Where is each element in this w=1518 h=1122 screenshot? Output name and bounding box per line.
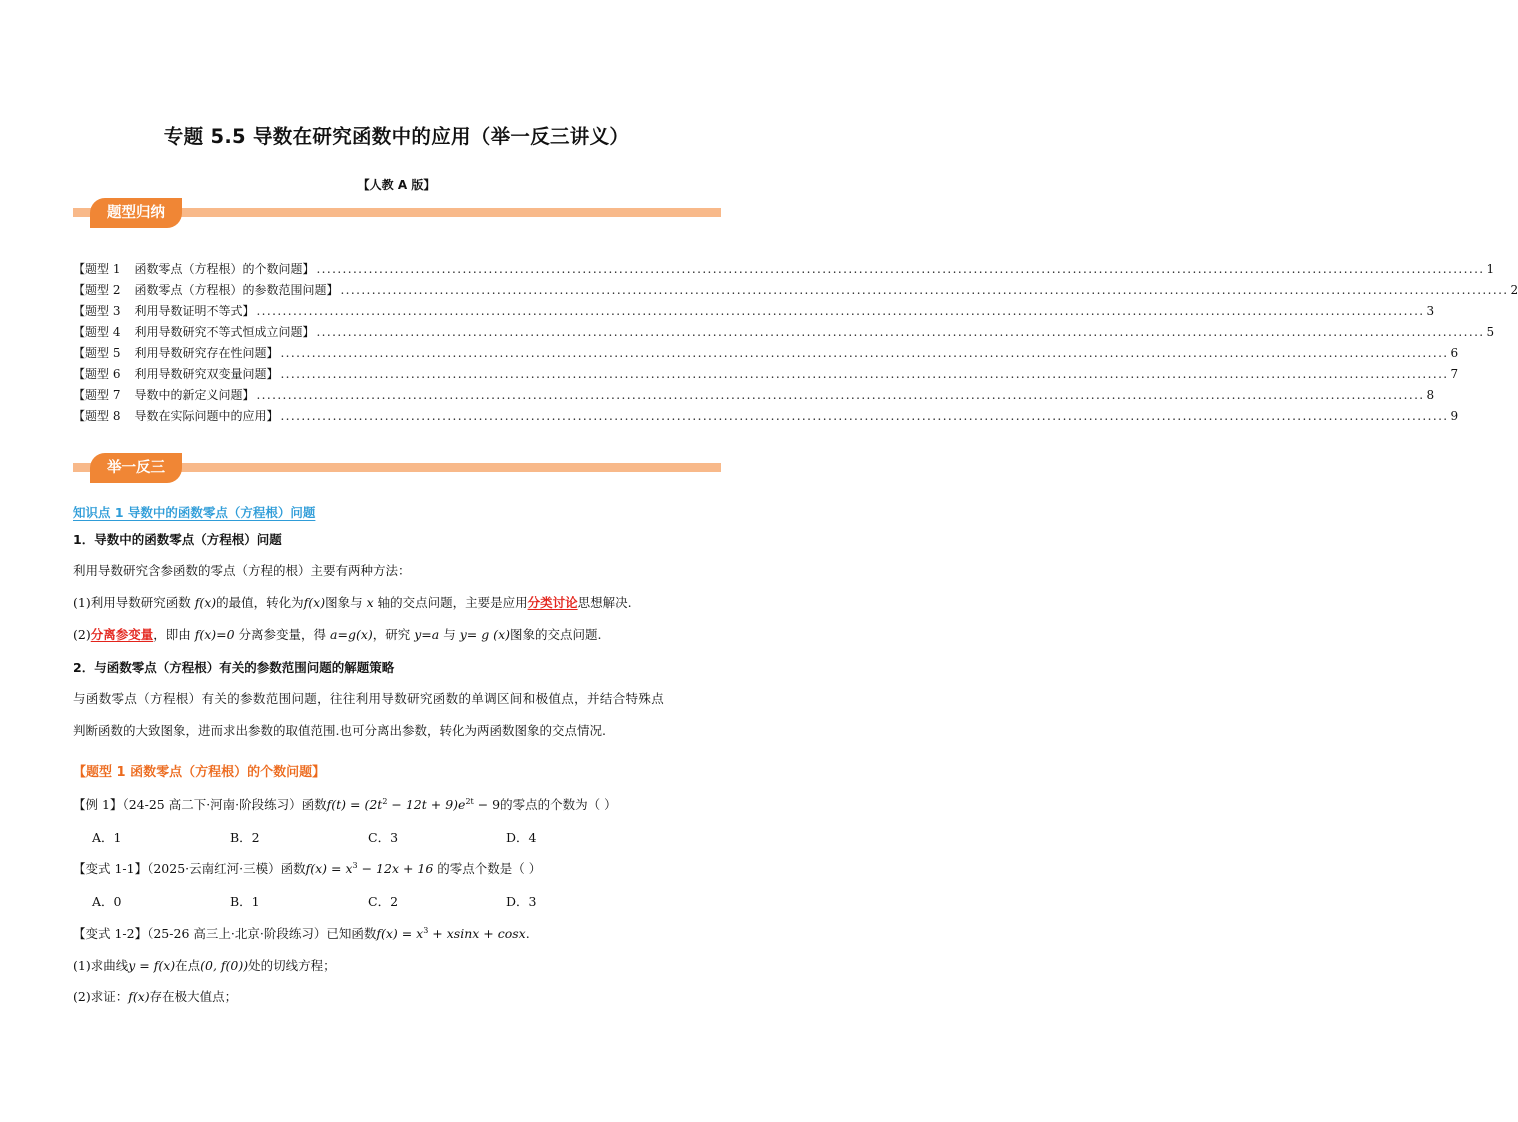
highlight-term: 分类讨论 — [527, 595, 578, 610]
toc-item[interactable] — [73, 301, 1435, 322]
example-1: 【例 1】（24-25 高二下·河南·阶段练习）函数$f(t) = (2t^2 - 12t + 9)e^{2t} - 9$的零点的个数为（ ） — [73, 796, 617, 812]
highlight-term: 分离参变量 — [90, 627, 154, 642]
answer-options — [92, 892, 692, 910]
sub-question-1: (1)求曲线y = f(x)在点(0, f(0))处的切线方程； — [73, 958, 336, 973]
toc-item[interactable] — [73, 322, 1495, 343]
toc-item-number: 【题型 2 — [73, 283, 121, 297]
option-a[interactable]: A．1 — [92, 830, 122, 845]
toc-item[interactable] — [73, 343, 1459, 364]
toc-page-number: 2 — [1510, 283, 1518, 297]
paragraph: 判断函数的大致图象，进而求出参数的取值范围.也可分离出参数，转化为两函数图象的交点情况. — [73, 723, 606, 738]
toc-page-number: 6 — [1450, 346, 1459, 360]
toc-page-number: 8 — [1426, 388, 1435, 402]
toc-page-number: 5 — [1486, 325, 1495, 339]
toc-item-label: 利用导数研究存在性问题】 — [134, 346, 279, 360]
toc-item-number: 【题型 3 — [73, 304, 121, 318]
knowledge-subheading: 2．与函数零点（方程根）有关的参数范围问题的解题策略 — [73, 660, 395, 675]
toc-leader: ................................................................................................................................................................................................................................ — [256, 304, 1425, 318]
toc-item-number: 【题型 4 — [73, 325, 121, 339]
variant-1-1: 【变式 1-1】（2025·云南红河·三模）函数$f(x) = x^3 - 12x + 16$ 的零点个数是（ ） — [73, 860, 542, 876]
toc-item-label: 函数零点（方程根）的参数范围问题】 — [134, 283, 339, 297]
toc-page-number: 9 — [1450, 409, 1459, 423]
toc-item-number: 【题型 5 — [73, 346, 121, 360]
toc-item[interactable] — [73, 406, 1459, 427]
toc-page-number: 1 — [1486, 262, 1495, 276]
toc-item-number: 【题型 7 — [73, 388, 121, 402]
option-d[interactable]: D．4 — [506, 830, 537, 845]
toc-item-label: 利用导数证明不等式】 — [134, 304, 255, 318]
toc-item-label: 导数在实际问题中的应用】 — [134, 409, 279, 423]
toc-item[interactable] — [73, 280, 1518, 301]
toc-leader: ................................................................................................................................................................................................................................ — [340, 283, 1509, 297]
knowledge-point-heading[interactable]: 知识点 1 导数中的函数零点（方程根）问题 — [73, 505, 316, 520]
toc-leader: ................................................................................................................................................................................................................................ — [280, 346, 1449, 360]
toc-item[interactable] — [73, 259, 1495, 280]
option-a[interactable]: A．0 — [92, 894, 122, 909]
paragraph-method-2: (2)分离参变量，即由 f(x)=0 分离参变量，得 a=g(x)，研究 y=a 与 y= g (x)图象的交点问题. — [73, 627, 602, 642]
sub-question-2: (2)求证：f(x)存在极大值点； — [73, 989, 238, 1004]
section-tab-summary: 题型归纳 — [90, 198, 182, 228]
toc-page-number: 7 — [1450, 367, 1459, 381]
knowledge-subheading: 1．导数中的函数零点（方程根）问题 — [73, 532, 282, 547]
toc-item[interactable] — [73, 364, 1459, 385]
toc-leader: ................................................................................................................................................................................................................................ — [280, 367, 1449, 381]
toc-leader: ................................................................................................................................................................................................................................ — [256, 388, 1425, 402]
edition-label: 【人教 A 版】 — [357, 178, 436, 192]
problem-type-heading: 【题型 1 函数零点（方程根）的个数问题】 — [73, 765, 326, 780]
page-title: 专题 5.5 导数在研究函数中的应用（举一反三讲义） — [163, 125, 630, 148]
paragraph: 利用导数研究含参函数的零点（方程的根）主要有两种方法： — [73, 563, 411, 578]
toc-leader: ................................................................................................................................................................................................................................ — [280, 409, 1449, 423]
toc-item-label: 利用导数研究不等式恒成立问题】 — [134, 325, 315, 339]
section-tab-practice: 举一反三 — [90, 453, 182, 483]
option-d[interactable]: D．3 — [506, 894, 537, 909]
toc-item-label: 导数中的新定义问题】 — [134, 388, 255, 402]
toc-item-number: 【题型 8 — [73, 409, 121, 423]
toc-leader: ................................................................................................................................................................................................................................ — [316, 325, 1485, 339]
paragraph: 与函数零点（方程根）有关的参数范围问题，往往利用导数研究函数的单调区间和极值点，并结合特殊点 — [73, 691, 665, 706]
toc-leader: ................................................................................................................................................................................................................................ — [316, 262, 1485, 276]
toc-page-number: 3 — [1426, 304, 1435, 318]
toc-item-number: 【题型 1 — [73, 262, 121, 276]
paragraph-method-1: (1)利用导数研究函数 f(x)的最值，转化为f(x)图象与 x 轴的交点问题，主要是应用分类讨论思想解决. — [73, 595, 632, 610]
option-b[interactable]: B．1 — [230, 894, 260, 909]
option-c[interactable]: C．3 — [368, 830, 399, 845]
toc-item-label: 函数零点（方程根）的个数问题】 — [134, 262, 315, 276]
option-b[interactable]: B．2 — [230, 830, 260, 845]
toc-item-label: 利用导数研究双变量问题】 — [134, 367, 279, 381]
variant-1-2: 【变式 1-2】（25-26 高三上·北京·阶段练习）已知函数$f(x) = x^3 + xsinx + \cos x$. — [73, 925, 530, 941]
option-c[interactable]: C．2 — [368, 894, 399, 909]
toc-item-number: 【题型 6 — [73, 367, 121, 381]
answer-options — [92, 828, 692, 846]
table-of-contents — [73, 259, 1518, 427]
toc-item[interactable] — [73, 385, 1435, 406]
